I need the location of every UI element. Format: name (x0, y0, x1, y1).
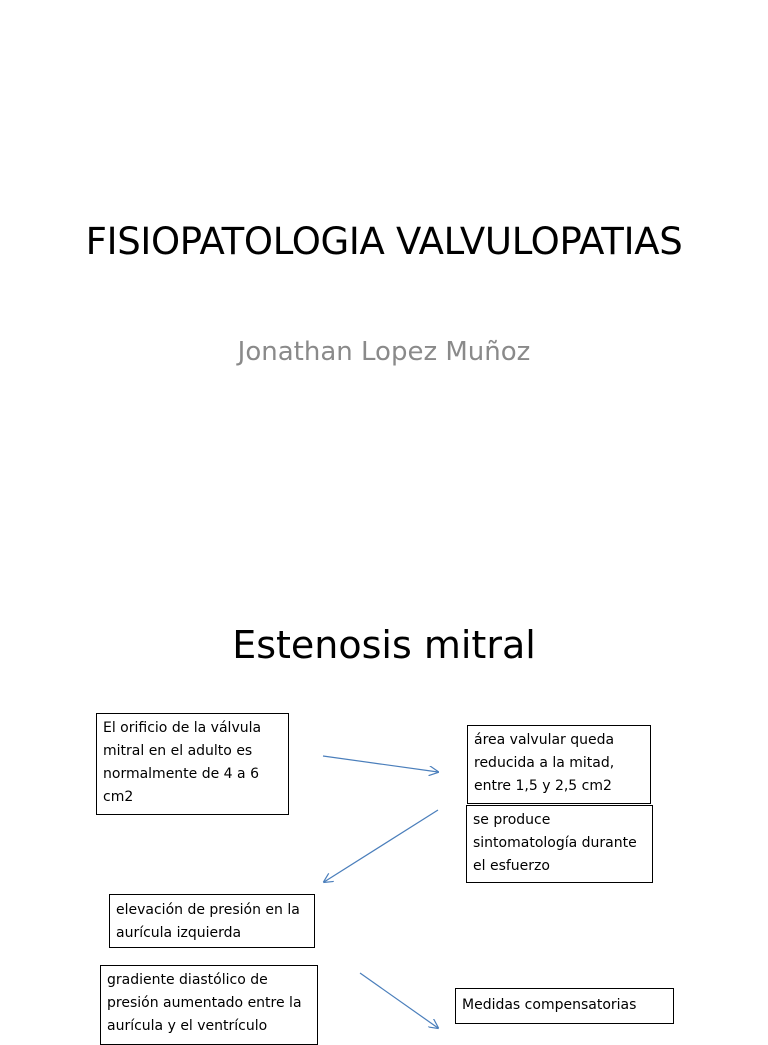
slide-title: Estenosis mitral (232, 623, 536, 667)
arrow-area-to-pressure (324, 810, 438, 882)
compensatory-measures-box: Medidas compensatorias (455, 988, 674, 1024)
slide-estenosis-mitral (0, 576, 768, 1034)
arrow-gradient-to-compensatory (360, 973, 438, 1028)
reduced-area-box: área valvular queda reducida a la mitad, entre 1,5 y 2,5 cm2 (467, 725, 651, 804)
diastolic-gradient-box: gradiente diastólico de presión aumentado entre la aurícula y el ventrículo (100, 965, 318, 1045)
orifice-size-box: El orificio de la válvula mitral en el adulto es normalmente de 4 a 6 cm2 (96, 713, 289, 815)
arrow-orifice-to-area (323, 756, 438, 772)
author-name: Jonathan Lopez Muñoz (237, 337, 531, 367)
symptoms-box: se produce sintomatología durante el esfuerzo (466, 805, 653, 883)
pressure-elevation-box: elevación de presión en la aurícula izquierda (109, 894, 315, 948)
presentation-title: FISIOPATOLOGIA VALVULOPATIAS (85, 220, 683, 263)
